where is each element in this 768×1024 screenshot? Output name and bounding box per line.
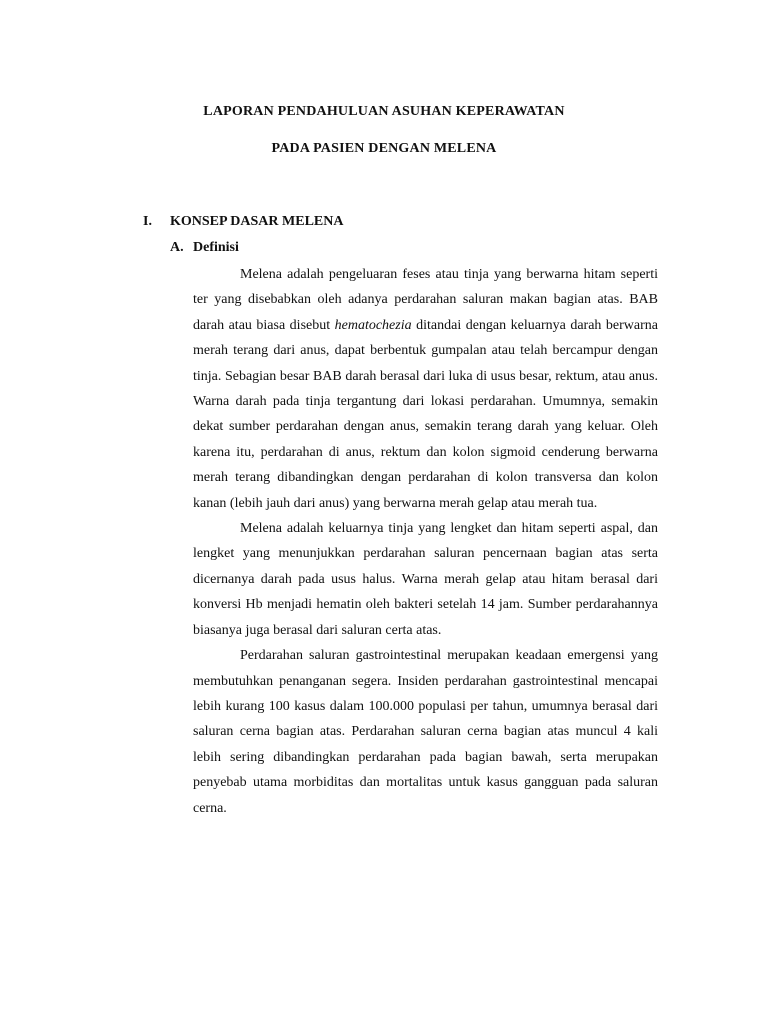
paragraph-1 bbox=[193, 262, 658, 516]
section-number: I. bbox=[143, 214, 152, 229]
paragraph-2: Melena adalah keluarnya tinja yang lengket dan hitam seperti aspal, dan lengket yang menunjukkan perdarahan saluran pencernaan bagian atas serta dicernanya darah pada usus halus. Warna merah gelap atau hitam berasal dari konversi Hb menjadi hematin oleh bakteri setelah 14 jam. Sumber perdarahannya biasanya juga berasal dari saluran certa atas. bbox=[193, 521, 658, 638]
subsection-title: Definisi bbox=[193, 240, 239, 255]
paragraph-1-part-b: ditandai dengan keluarnya darah berwarna merah terang dari anus, dapat berbentuk gumpalan atau telah bercampur dengan tinja. Sebagian besar BAB darah berasal dari luka di usus besar, rektum, atau anus. Warna darah pada tinja tergantung dari lokasi perdarahan. Umumnya, semakin dekat sumber perdarahan dengan anus, semakin terang darah yang keluar. Oleh karena itu, perdarahan di anus, rektum dan kolon sigmoid cenderung berwarna merah terang dibandingkan dengan perdarahan di kolon transversa dan kolon kanan (lebih jauh dari anus) yang berwarna merah gelap atau merah tua. bbox=[193, 317, 658, 511]
document-title-line-2: PADA PASIEN DENGAN MELENA bbox=[271, 141, 497, 156]
document-title-line-1: LAPORAN PENDAHULUAN ASUHAN KEPERAWATAN bbox=[203, 104, 565, 119]
section-title: KONSEP DASAR MELENA bbox=[170, 214, 344, 229]
body-text bbox=[193, 262, 658, 821]
paragraph-3: Perdarahan saluran gastrointestinal merupakan keadaan emergensi yang membutuhkan penanganan segera. Insiden perdarahan gastrointestinal mencapai lebih kurang 100 kasus dalam 100.000 populasi per tahun, umumnya berasal dari saluran cerna bagian atas. Perdarahan saluran cerna bagian atas muncul 4 kali lebih sering dibandingkan perdarahan pada bagian bawah, serta merupakan penyebab utama morbiditas dan mortalitas untuk kasus gangguan pada saluran cerna. bbox=[193, 648, 658, 816]
subsection-number: A. bbox=[170, 240, 184, 255]
paragraph-1-italic-term: hematochezia bbox=[334, 317, 412, 333]
section-heading bbox=[143, 214, 343, 230]
subsection-heading bbox=[170, 240, 239, 256]
paragraph-1-part-a: Melena adalah pengeluaran feses atau tinja yang berwarna hitam seperti ter yang disebabkan oleh adanya perdarahan saluran makan bagian atas. BAB darah atau biasa disebut bbox=[193, 267, 658, 333]
